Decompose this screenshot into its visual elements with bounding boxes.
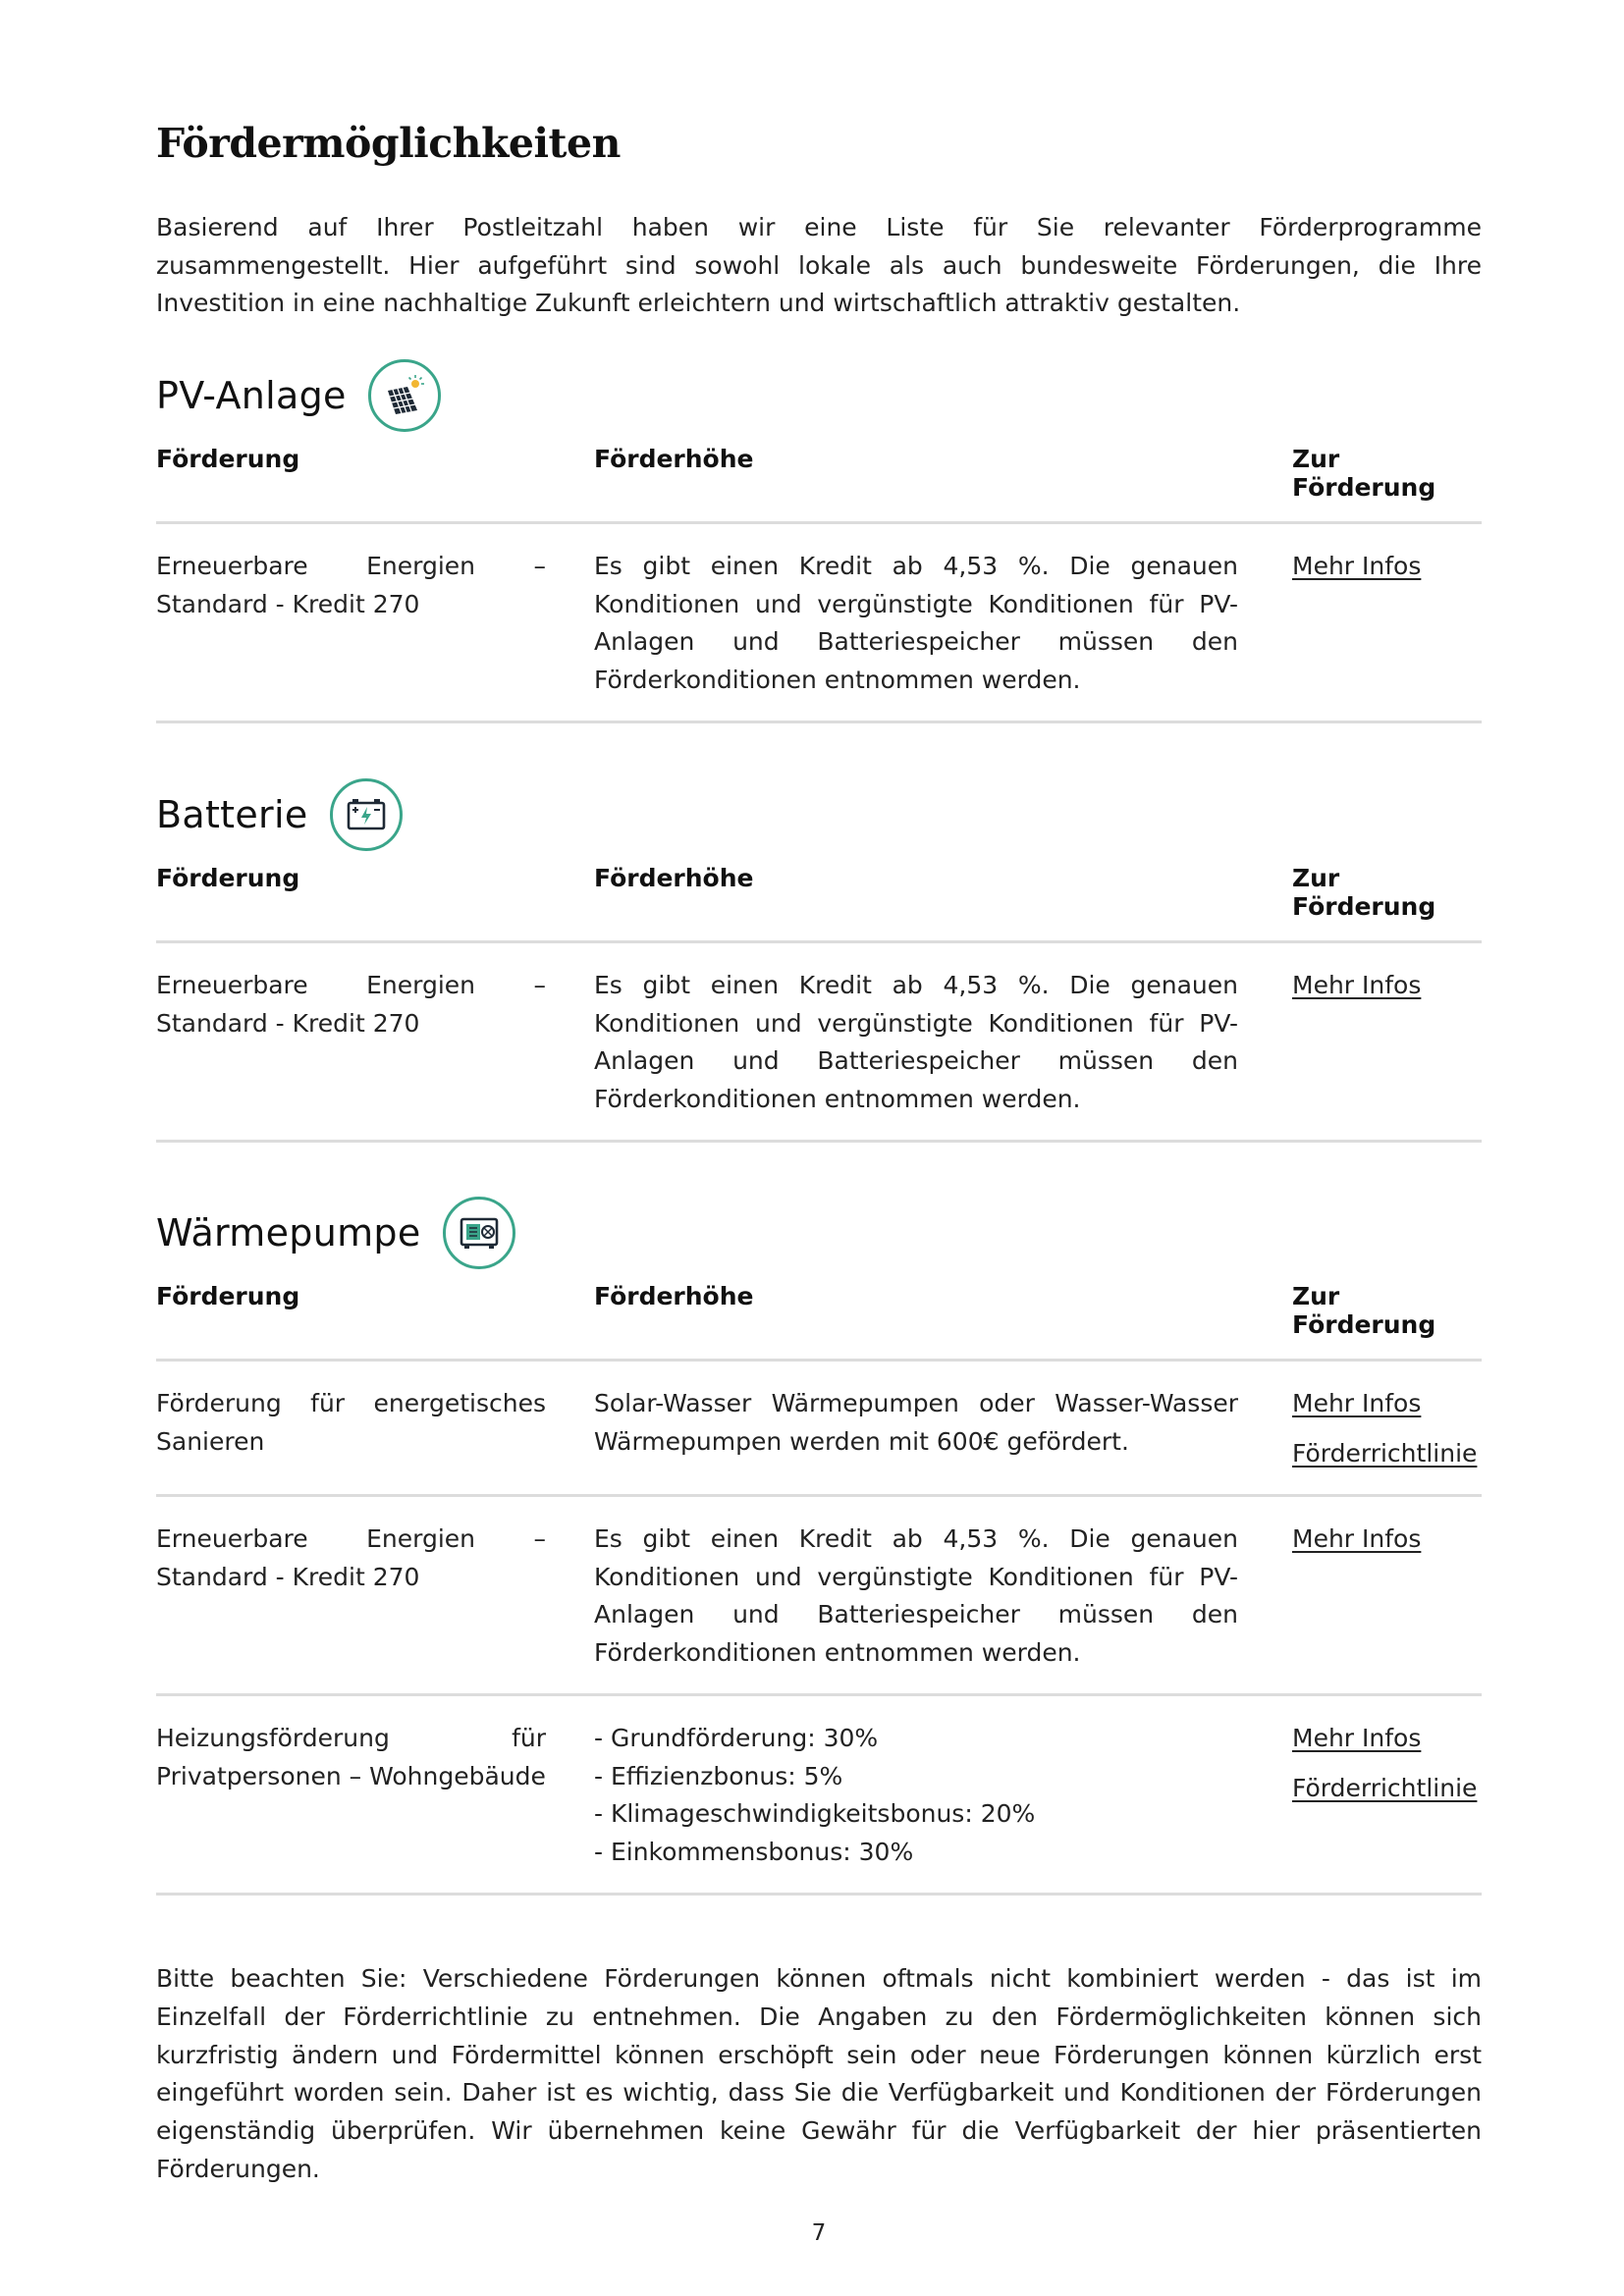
more-info-link[interactable]: Mehr Infos bbox=[1292, 552, 1422, 580]
funding-amount bbox=[594, 1720, 1238, 1871]
section-pv bbox=[156, 356, 1482, 723]
funding-links bbox=[1292, 1385, 1482, 1472]
page-title: Fördermöglichkeiten bbox=[156, 120, 621, 167]
solar-panel-icon bbox=[368, 359, 441, 432]
intro-text: Basierend auf Ihrer Postleitzahl haben wir eine Liste für Sie relevanter Förderprogramme zusammengestellt. Hier aufgeführt sind sowohl lokale als auch bundesweite Förderungen, die Ihre Investition in eine nachhaltige Zukunft erleichtern und wirtschaftlich attraktiv gestalten. bbox=[156, 213, 1482, 317]
section-battery bbox=[156, 775, 1482, 1143]
more-info-link[interactable]: Mehr Infos bbox=[1292, 1524, 1422, 1553]
section-title: Wärmepumpe bbox=[156, 1211, 421, 1255]
table-header bbox=[156, 864, 1482, 943]
table-row bbox=[156, 1696, 1482, 1896]
column-header: Förderung bbox=[156, 864, 300, 892]
column-header: Förderhöhe bbox=[594, 864, 754, 892]
section-title: Batterie bbox=[156, 793, 308, 836]
bonus-item: - Klimageschwindigkeitsbonus: 20% bbox=[594, 1799, 1036, 1828]
section-heatpump bbox=[156, 1194, 1482, 1896]
section-header bbox=[156, 1194, 1482, 1272]
funding-links bbox=[1292, 1521, 1482, 1672]
more-info-link[interactable]: Mehr Infos bbox=[1292, 971, 1422, 999]
funding-name: Erneuerbare Energien – Standard - Kredit 270 bbox=[156, 1524, 546, 1591]
table-header bbox=[156, 445, 1482, 524]
section-title: PV-Anlage bbox=[156, 374, 347, 417]
funding-amount: Es gibt einen Kredit ab 4,53 %. Die genauen Konditionen und vergünstigte Konditionen für PV-Anlagen und Batteriespeicher müssen den Förderkonditionen entnommen werden. bbox=[594, 971, 1238, 1113]
table-row bbox=[156, 1497, 1482, 1696]
disclaimer-text: Bitte beachten Sie: Verschiedene Förderungen können oftmals nicht kombiniert werden - das ist im Einzelfall der Förderrichtlinie zu entnehmen. Die Angaben zu den Fördermöglichkeiten können sich kurzfristig ändern und Fördermittel können erschöpft sein oder neue Förderungen können kürzlich erst eingeführt worden sein. Daher ist es wichtig, dass Sie die Verfügbarkeit und Konditionen der Förderungen eigenständig überprüfen. Wir übernehmen keine Gewähr für die Verfügbarkeit der hier präsentierten Förderungen. bbox=[156, 1964, 1482, 2183]
funding-name: Förderung für energetisches Sanieren bbox=[156, 1389, 546, 1456]
heat-pump-icon bbox=[443, 1197, 515, 1269]
more-info-link[interactable]: Mehr Infos bbox=[1292, 1724, 1422, 1752]
column-header: Zur Förderung bbox=[1292, 445, 1436, 502]
bonus-item: - Effizienzbonus: 5% bbox=[594, 1761, 843, 1790]
column-header: Förderung bbox=[156, 445, 300, 473]
table-row bbox=[156, 524, 1482, 723]
column-header: Förderung bbox=[156, 1282, 300, 1310]
table-row bbox=[156, 943, 1482, 1143]
bonus-item: - Einkommensbonus: 30% bbox=[594, 1837, 914, 1866]
section-header bbox=[156, 775, 1482, 854]
table-header bbox=[156, 1282, 1482, 1362]
section-header bbox=[156, 356, 1482, 435]
funding-name: Erneuerbare Energien – Standard - Kredit 270 bbox=[156, 552, 546, 618]
column-header: Zur Förderung bbox=[1292, 1282, 1436, 1339]
more-info-link[interactable]: Mehr Infos bbox=[1292, 1389, 1422, 1417]
guideline-link[interactable]: Förderrichtlinie bbox=[1292, 1438, 1478, 1468]
table-row bbox=[156, 1362, 1482, 1497]
column-header: Zur Förderung bbox=[1292, 864, 1436, 921]
funding-name: Heizungsförderung für Privatpersonen – Wohngebäude bbox=[156, 1724, 546, 1790]
funding-links bbox=[1292, 1720, 1482, 1871]
funding-amount: Solar-Wasser Wärmepumpen oder Wasser-Wasser Wärmepumpen werden mit 600€ gefördert. bbox=[594, 1389, 1238, 1456]
column-header: Förderhöhe bbox=[594, 445, 754, 473]
funding-amount: Es gibt einen Kredit ab 4,53 %. Die genauen Konditionen und vergünstigte Konditionen für PV-Anlagen und Batteriespeicher müssen den Förderkonditionen entnommen werden. bbox=[594, 552, 1238, 694]
funding-amount: Es gibt einen Kredit ab 4,53 %. Die genauen Konditionen und vergünstigte Konditionen für PV-Anlagen und Batteriespeicher müssen den Förderkonditionen entnommen werden. bbox=[594, 1524, 1238, 1667]
page-number: 7 bbox=[811, 2220, 827, 2246]
funding-links bbox=[1292, 967, 1482, 1118]
battery-icon bbox=[330, 778, 403, 851]
funding-links bbox=[1292, 548, 1482, 699]
bonus-item: - Grundförderung: 30% bbox=[594, 1724, 879, 1752]
funding-name: Erneuerbare Energien – Standard - Kredit 270 bbox=[156, 971, 546, 1038]
column-header: Förderhöhe bbox=[594, 1282, 754, 1310]
guideline-link[interactable]: Förderrichtlinie bbox=[1292, 1773, 1478, 1802]
